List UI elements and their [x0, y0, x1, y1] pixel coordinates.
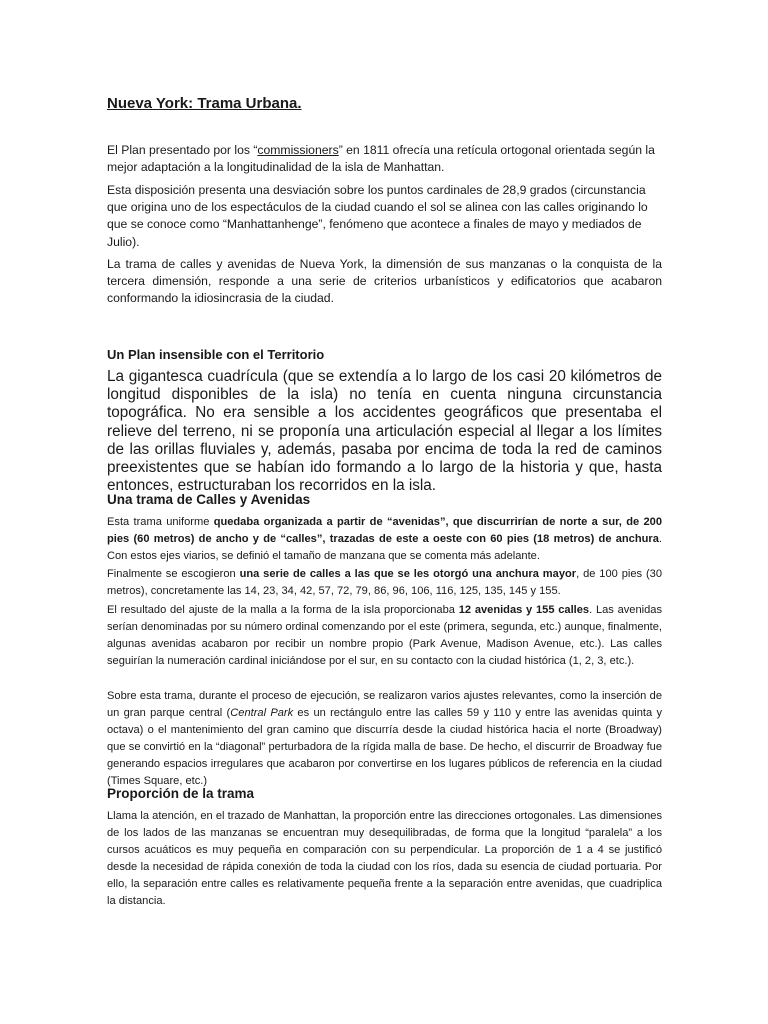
intro-p1-text-a: El Plan presentado por los “	[107, 143, 258, 157]
trama-p2-text-c: , de 100 pies (30 metros), concretamente las 14, 23, 34, 42, 57, 72, 79, 86, 96, 106, 116, 125, 135, 145 y 155.	[107, 568, 662, 598]
document-title: Nueva York: Trama Urbana.	[107, 95, 302, 112]
trama-p1-text-c: . Con estos ejes viarios, se definió el tamaño de manzana que se comenta más adelante.	[107, 533, 662, 563]
trama-p1-text-a: Esta trama uniforme	[107, 516, 214, 528]
section-plan-body: La gigantesca cuadrícula (que se extendía a lo largo de los casi 20 kilómetros de longitud disponibles de la isla) no tenía en cuenta ninguna circunstancia topográfica. No era sensible a los accidentes geográficos que presentaba el relieve del terreno, ni se proponía una articulación especial al llegar a los límites de las orillas fluviales y, además, pasaba por encima de toda la red de caminos preexistentes que se habían ido formando a lo largo de la historia y que, hasta entonces, estructuraban los recorridos en la isla.	[107, 368, 662, 495]
commissioners-link[interactable]: commissioners	[257, 143, 339, 157]
trama-p4-italic: Central Park	[230, 707, 294, 720]
trama-paragraph-2	[107, 566, 662, 600]
trama-p3-text-c: . Las avenidas serían denominadas por su número ordinal comenzando por el este (primera, segunda, etc.) aunque, finalmente, algunas avenidas acabaron por recibir un nombre propio (Park Avenue, Madison Avenue, etc.). Las calles seguirían la numeración cardinal iniciándose por el sur, en su contacto con la ciudad histórica (1, 2, 3, etc.).	[107, 604, 663, 668]
section-heading-trama: Una trama de Calles y Avenidas	[107, 492, 311, 507]
trama-p3-text-a: El resultado del ajuste de la malla a la forma de la isla proporcionaba	[107, 604, 459, 616]
intro-paragraph-2: Esta disposición presenta una desviación sobre los puntos cardinales de 28,9 grados (circunstancia que origina uno de los espectáculos de la ciudad cuando el sol se alinea con las calles originando lo que se conoce como “Manhattanhenge”, fenómeno que acontece a finales de mayo y mediados de Julio).	[107, 183, 648, 249]
section-heading-proporcion: Proporción de la trama	[107, 786, 255, 801]
trama-p3-bold: 12 avenidas y 155 calles	[458, 604, 590, 616]
trama-p4-text-c: es un rectángulo entre las calles 59 y 110 y entre las avenidas quinta y octava) o el mantenimiento del gran camino que discurría desde la ciudad histórica hacia el norte (Broadway) que se convirtió en la “diagonal” perturbadora de la rígida malla de base. De hecho, el discurrir de Broadway fue generando espacios irregulares que acabaron por convertirse en los lugares públicos de referencia en la ciudad (Times Square, etc.)	[107, 707, 662, 788]
intro-paragraph-1	[107, 142, 662, 176]
trama-p1-bold: quedaba organizada a partir de “avenidas”, que discurrirían de norte a sur, de 200 pies (60 metros) de ancho y de “calles”, trazadas de este a oeste con 60 pies (18 metros) de anchura	[107, 516, 662, 546]
section-heading-plan: Un Plan insensible con el Territorio	[107, 347, 325, 362]
proporcion-body: Llama la atención, en el trazado de Manhattan, la proporción entre las direcciones ortogonales. Las dimensiones de los lados de las manzanas se encuentran muy desequilibradas, de forma que la longitud “paralela” a los cursos acuáticos es muy pequeña en comparación con su perpendicular. La proporción de 1 a 4 se justificó desde la necesidad de rápida conexión de toda la ciudad con los ríos, dada su esencia de ciudad portuaria. Por ello, la separación entre calles es relativamente pequeña frente a la separación entre avenidas, que cuadriplica la distancia.	[107, 810, 662, 908]
trama-p2-text-a: Finalmente se escogieron	[107, 568, 240, 580]
intro-paragraph-3: La trama de calles y avenidas de Nueva York, la dimensión de sus manzanas o la conquista de la tercera dimensión, responde a una serie de criterios urbanísticos y edificatorios que acabaron conformando la idiosincrasia de la ciudad.	[107, 257, 662, 306]
trama-paragraph-1	[107, 514, 662, 565]
trama-p2-bold: una serie de calles a las que se les otorgó una anchura mayor	[239, 568, 577, 580]
intro-p1-text-b: ” en 1811 ofrecía una retícula ortogonal orientada según la mejor adaptación a la longitudinalidad de la isla de Manhattan.	[107, 143, 655, 175]
trama-paragraph-4	[107, 688, 662, 791]
trama-p4-text-a: Sobre esta trama, durante el proceso de ejecución, se realizaron varios ajustes relevantes, como la inserción de un gran parque central (	[107, 690, 662, 720]
trama-paragraph-3	[107, 602, 662, 670]
